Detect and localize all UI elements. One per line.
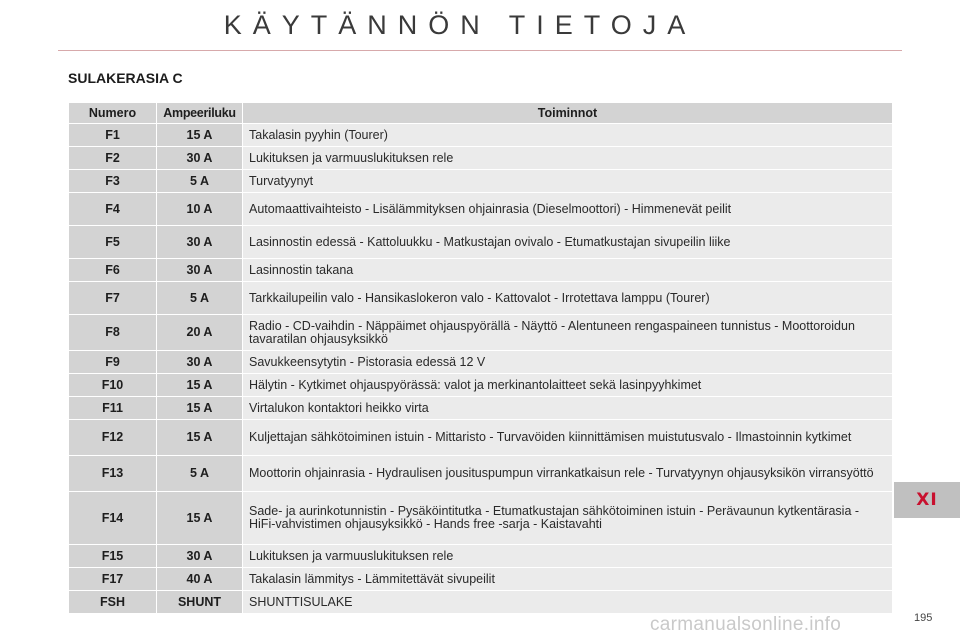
- fuse-amperage: SHUNT: [157, 591, 243, 614]
- fuse-amperage: 15 A: [157, 124, 243, 147]
- fuse-number: F12: [69, 420, 157, 456]
- fuse-amperage: 30 A: [157, 351, 243, 374]
- section-title: SULAKERASIA C: [68, 70, 183, 86]
- fuse-number: F3: [69, 170, 157, 193]
- table-row: [69, 226, 893, 259]
- fuse-amperage: 40 A: [157, 568, 243, 591]
- fuse-function: Turvatyynyt: [243, 170, 893, 193]
- fuse-function: Takalasin pyyhin (Tourer): [243, 124, 893, 147]
- fuse-table-body: [69, 124, 893, 614]
- fuse-number: F14: [69, 492, 157, 545]
- table-row: [69, 397, 893, 420]
- table-row: [69, 456, 893, 492]
- fuse-amperage: 30 A: [157, 545, 243, 568]
- watermark: carmanualsonline.info: [650, 614, 842, 635]
- table-header-row: [69, 103, 893, 124]
- fuse-amperage: 15 A: [157, 492, 243, 545]
- fuse-function: Lukituksen ja varmuuslukituksen rele: [243, 545, 893, 568]
- fuse-amperage: 10 A: [157, 193, 243, 226]
- fuse-amperage: 20 A: [157, 315, 243, 351]
- fuse-number: F7: [69, 282, 157, 315]
- fuse-number: F2: [69, 147, 157, 170]
- table-row: [69, 591, 893, 614]
- fuse-function: Hälytin - Kytkimet ohjauspyörässä: valot ja merkinantolaitteet sekä lasinpyyhkimet: [243, 374, 893, 397]
- table-row: [69, 374, 893, 397]
- fuse-function: Radio - CD-vaihdin - Näppäimet ohjauspyörällä - Näyttö - Alentuneen rengaspaineen tunnistus - Moottoroidun tavaratilan ohjausyksikkö: [243, 315, 893, 351]
- chapter-tab-label: XI: [916, 490, 938, 510]
- table-row: [69, 147, 893, 170]
- fuse-number: F6: [69, 259, 157, 282]
- fuse-number: F1: [69, 124, 157, 147]
- fuse-amperage: 30 A: [157, 226, 243, 259]
- fuse-function: Automaattivaihteisto - Lisälämmityksen ohjainrasia (Dieselmoottori) - Himmenevät peilit: [243, 193, 893, 226]
- table-row: [69, 568, 893, 591]
- fuse-function: Kuljettajan sähkötoiminen istuin - Mittaristo - Turvavöiden kiinnittämisen muistutusvalo - Ilmastoinnin kytkimet: [243, 420, 893, 456]
- fuse-amperage: 5 A: [157, 170, 243, 193]
- fuse-number: F17: [69, 568, 157, 591]
- fuse-function: Lasinnostin takana: [243, 259, 893, 282]
- fuse-table: [68, 102, 893, 614]
- table-row: [69, 259, 893, 282]
- fuse-amperage: 5 A: [157, 282, 243, 315]
- fuse-function: Lasinnostin edessä - Kattoluukku - Matkustajan ovivalo - Etumatkustajan sivupeilin liike: [243, 226, 893, 259]
- fuse-number: F9: [69, 351, 157, 374]
- fuse-number: F4: [69, 193, 157, 226]
- fuse-function: Lukituksen ja varmuuslukituksen rele: [243, 147, 893, 170]
- page-title: KÄYTÄNNÖN TIETOJA: [223, 10, 697, 40]
- table-row: [69, 193, 893, 226]
- fuse-function: Sade- ja aurinkotunnistin - Pysäköintitutka - Etumatkustajan sähkötoiminen istuin - Perävaunun kytkentärasia - HiFi-vahvistimen ohjausyksikkö - Hands free -sarja - Kaistavahti: [243, 492, 893, 545]
- page-number: 195: [914, 612, 933, 624]
- fuse-amperage: 15 A: [157, 420, 243, 456]
- table-row: [69, 282, 893, 315]
- chapter-tab[interactable]: [894, 482, 960, 518]
- fuse-amperage: 15 A: [157, 397, 243, 420]
- title-divider: [58, 50, 902, 51]
- fuse-amperage: 30 A: [157, 147, 243, 170]
- fuse-amperage: 15 A: [157, 374, 243, 397]
- table-row: [69, 124, 893, 147]
- fuse-number: F11: [69, 397, 157, 420]
- fuse-number: F13: [69, 456, 157, 492]
- table-row: [69, 170, 893, 193]
- header-number: Numero: [69, 103, 157, 124]
- table-row: [69, 351, 893, 374]
- fuse-number: F5: [69, 226, 157, 259]
- fuse-function: Tarkkailupeilin valo - Hansikaslokeron valo - Kattovalot - Irrotettava lamppu (Tourer): [243, 282, 893, 315]
- header-functions: Toiminnot: [243, 103, 893, 124]
- fuse-number: FSH: [69, 591, 157, 614]
- fuse-number: F10: [69, 374, 157, 397]
- fuse-function: Virtalukon kontaktori heikko virta: [243, 397, 893, 420]
- fuse-function: Savukkeensytytin - Pistorasia edessä 12 V: [243, 351, 893, 374]
- header-amperage: Ampeeriluku: [157, 103, 243, 124]
- fuse-number: F8: [69, 315, 157, 351]
- table-row: [69, 545, 893, 568]
- fuse-function: Takalasin lämmitys - Lämmitettävät sivupeilit: [243, 568, 893, 591]
- table-row: [69, 420, 893, 456]
- fuse-amperage: 30 A: [157, 259, 243, 282]
- table-row: [69, 492, 893, 545]
- fuse-function: Moottorin ohjainrasia - Hydraulisen jousituspumpun virrankatkaisun rele - Turvatyynyn ohjausyksikön virransyöttö: [243, 456, 893, 492]
- fuse-function: SHUNTTISULAKE: [243, 591, 893, 614]
- fuse-number: F15: [69, 545, 157, 568]
- table-row: [69, 315, 893, 351]
- fuse-amperage: 5 A: [157, 456, 243, 492]
